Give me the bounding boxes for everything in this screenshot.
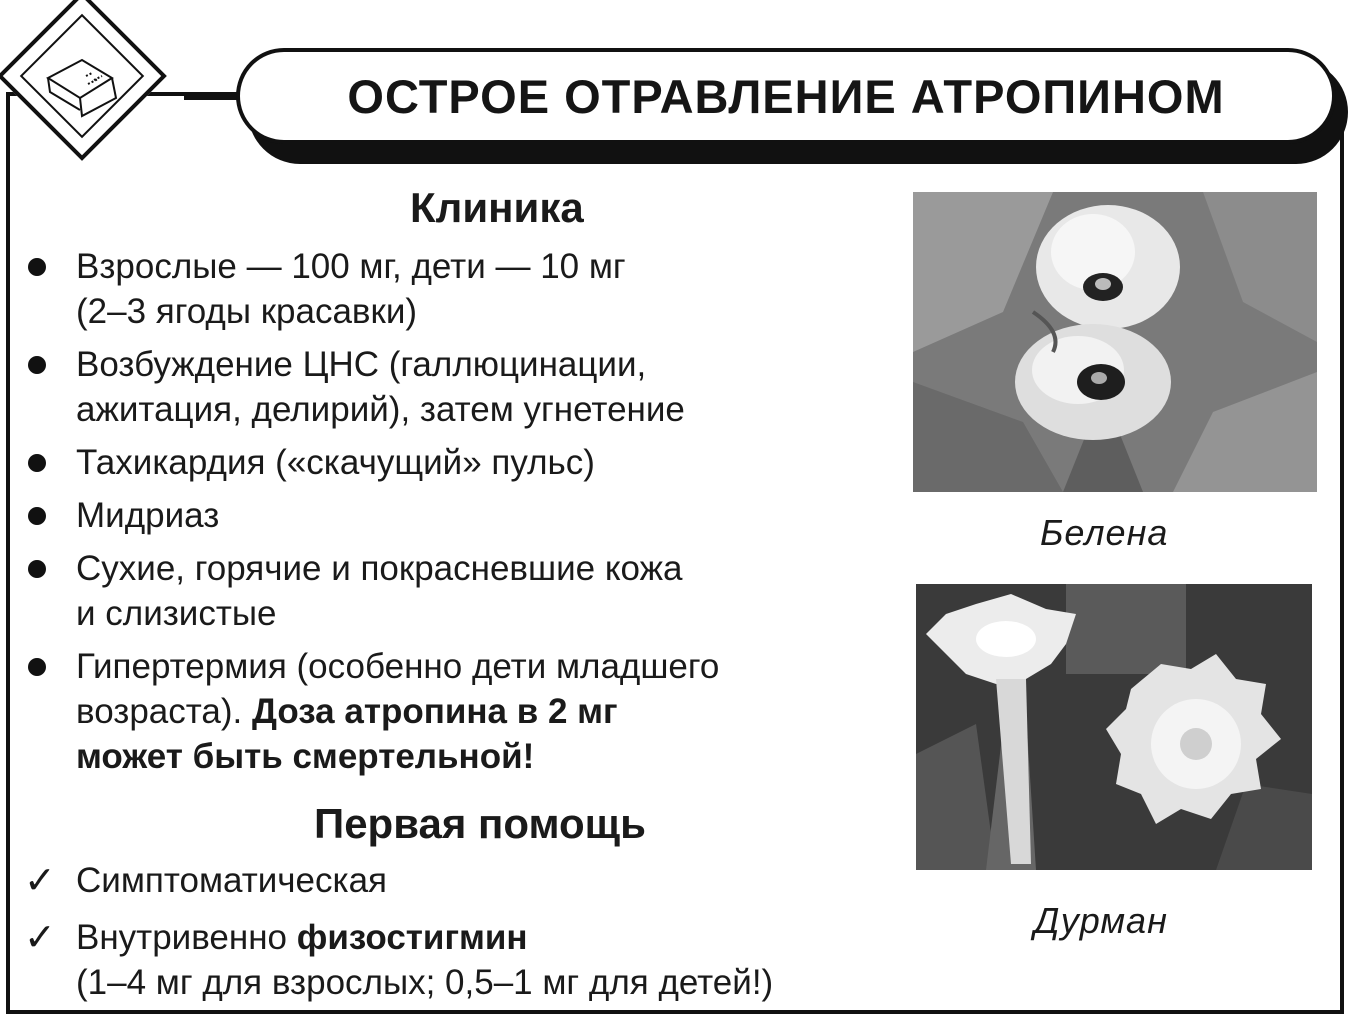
check-icon: ✓ [24, 915, 56, 959]
list-item: ✓ Внутривенно физостигмин (1–4 мг для взрослых; 0,5–1 мг для детей!) [24, 915, 774, 1002]
title-banner [236, 48, 1336, 144]
caption-henbane: Белена [1040, 512, 1169, 553]
caption-datura: Дурман [1034, 900, 1168, 941]
bullet-icon [28, 356, 46, 374]
bullet-icon [28, 454, 46, 472]
photo-datura [916, 584, 1312, 870]
list-item: Мидриаз [24, 493, 904, 538]
title-connector [184, 96, 242, 100]
bullet-icon [28, 507, 46, 525]
book-icon [20, 20, 144, 144]
list-item: Взрослые — 100 мг, дети — 10 мг (2–3 ягоды красавки) [24, 244, 904, 334]
list-item: Тахикардия («скачущий» пульс) [24, 440, 904, 485]
list-item: Гипертермия (особенно дети младшего возраста). Доза атропина в 2 мг может быть смертельной! [24, 644, 904, 779]
first-aid-list [24, 858, 1024, 1005]
warning-text: Доза атропина в 2 мг [251, 692, 618, 731]
bullet-icon [28, 560, 46, 578]
check-icon: ✓ [24, 858, 56, 902]
list-item: Сухие, горячие и покрасневшие кожа и слизистые [24, 546, 904, 636]
warning-text: может быть смертельной! [76, 737, 535, 776]
photo-henbane [913, 192, 1317, 492]
list-item: ✓ Симптоматическая [24, 858, 387, 902]
clinic-list [24, 244, 904, 787]
clinic-heading: Клиника [410, 184, 584, 231]
bullet-icon [28, 658, 46, 676]
page-title: ОСТРОЕ ОТРАВЛЕНИЕ АТРОПИНОМ [347, 69, 1225, 123]
list-item: Возбуждение ЦНС (галлюцинации, ажитация, делирий), затем угнетение [24, 342, 904, 432]
first-aid-heading: Первая помощь [314, 800, 646, 847]
bullet-icon [28, 258, 46, 276]
